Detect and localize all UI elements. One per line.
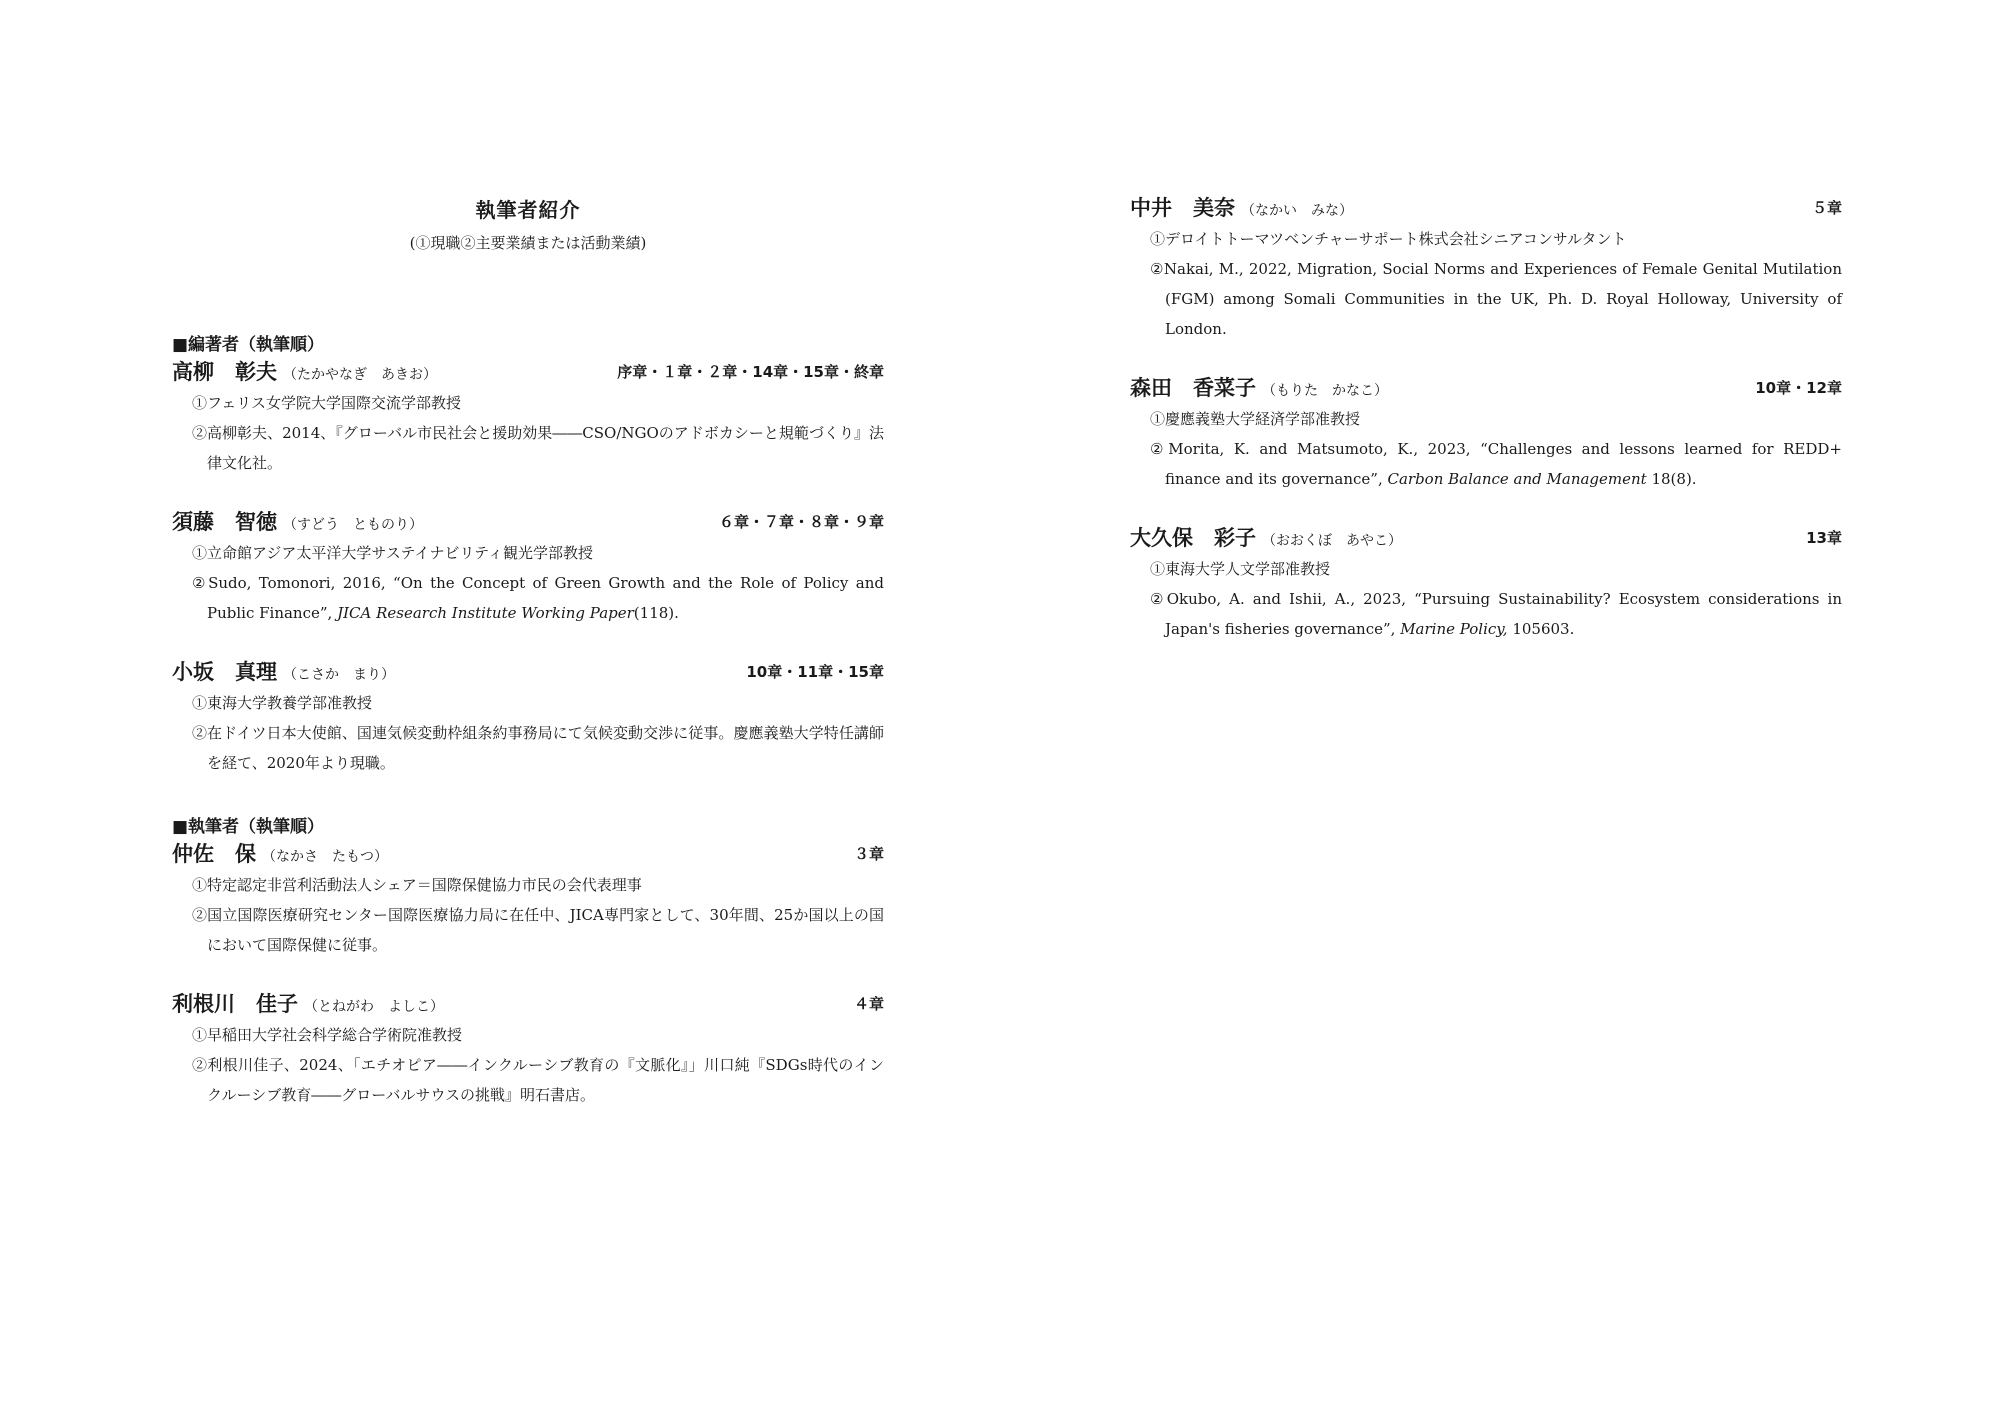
author-name: 中井 美奈	[1130, 195, 1235, 220]
author-header	[172, 508, 884, 536]
section-heading-authors: ■執筆者（執筆順）	[172, 817, 325, 837]
author-reading: （こさか まり）	[283, 667, 395, 683]
author-header	[1130, 194, 1842, 222]
author-entry-nakasa	[172, 840, 884, 960]
author-chapters: 序章・１章・２章・14章・15章・終章	[617, 363, 884, 381]
author-entry-tonegawa	[172, 990, 884, 1110]
page-title: 執筆者紹介	[475, 198, 581, 222]
author-reading: （なかさ たもつ）	[262, 849, 388, 865]
author-entry-kosaka	[172, 658, 884, 778]
author-chapters: ５章	[1811, 199, 1842, 217]
author-work	[1150, 584, 1842, 644]
author-name: 須藤 智徳	[172, 509, 277, 534]
author-position: ①慶應義塾大学経済学部准教授	[1150, 410, 1361, 428]
work-journal: Marine Policy,	[1400, 620, 1508, 638]
author-header	[172, 990, 884, 1018]
author-work: ②利根川佳子、2024、「エチオピア――インクルーシブ教育の『文脈化』」川口純『SDGs時代のインクルーシブ教育――グローバルサウスの挑戦』明石書店。	[192, 1056, 884, 1104]
author-entry-takayanagi	[172, 358, 884, 478]
author-entry-okubo	[1130, 524, 1842, 644]
author-work: ②国立国際医療研究センター国際医療協力局に在任中、JICA専門家として、30年間、25か国以上の国において国際保健に従事。	[192, 906, 884, 954]
work-text: ②Okubo, A. and Ishii, A., 2023, “Pursuing Sustainability? Ecosystem considerations in Japan's fisheries governance”,	[1150, 590, 1842, 638]
author-work: ②高柳彰夫、2014、『グローバル市民社会と援助効果――CSO/NGOのアドボカシーと規範づくり』法律文化社。	[192, 424, 884, 472]
author-chapters: ３章	[853, 845, 884, 863]
work-text: ②Morita, K. and Matsumoto, K., 2023, “Challenges and lessons learned for REDD+ finance and its governance”,	[1150, 440, 1842, 488]
work-text: ②Sudo, Tomonori, 2016, “On the Concept of Green Growth and the Role of Policy and Public Finance”,	[192, 574, 884, 622]
author-reading: （おおくぼ あやこ）	[1262, 533, 1402, 549]
author-position: ①特定認定非営利活動法人シェア＝国際保健協力市民の会代表理事	[192, 876, 642, 894]
author-chapters: ６章・７章・８章・９章	[718, 513, 884, 531]
author-work	[192, 568, 884, 628]
author-work: ②Nakai, M., 2022, Migration, Social Norms and Experiences of Female Genital Mutilation (FGM) among Somali Communities in the UK, Ph. D. Royal Holloway, University of London.	[1150, 260, 1842, 338]
author-position: ①早稲田大学社会科学総合学術院准教授	[192, 1026, 463, 1044]
author-header	[172, 358, 884, 386]
author-reading: （もりた かなこ）	[1262, 383, 1388, 399]
author-position: ①東海大学人文学部准教授	[1150, 560, 1331, 578]
author-work	[1150, 434, 1842, 494]
author-chapters: 13章	[1806, 529, 1842, 547]
author-chapters: ４章	[853, 995, 884, 1013]
work-issue: 105603.	[1507, 620, 1575, 638]
author-reading: （とねがわ よしこ）	[304, 999, 444, 1015]
author-reading: （すどう とものり）	[283, 517, 423, 533]
author-position: ①デロイトトーマツベンチャーサポート株式会社シニアコンサルタント	[1150, 230, 1627, 248]
author-name: 森田 香菜子	[1130, 375, 1256, 400]
author-name: 仲佐 保	[172, 841, 256, 866]
author-entry-nakai	[1130, 194, 1842, 344]
author-reading: （なかい みな）	[1241, 203, 1353, 219]
author-entry-morita	[1130, 374, 1842, 494]
author-name: 小坂 真理	[172, 659, 277, 684]
work-journal: Carbon Balance and Management	[1387, 470, 1647, 488]
page-subtitle: (①現職②主要業績または活動業績)	[409, 234, 647, 252]
author-name: 利根川 佳子	[172, 991, 298, 1016]
work-issue: (118).	[633, 604, 679, 622]
author-name: 高柳 彰夫	[172, 359, 277, 384]
author-work: ②在ドイツ日本大使館、国連気候変動枠組条約事務局にて気候変動交渉に従事。慶應義塾大学特任講師を経て、2020年より現職。	[192, 724, 884, 772]
author-header	[1130, 374, 1842, 402]
author-position: ①立命館アジア太平洋大学サステイナビリティ観光学部教授	[192, 544, 593, 562]
author-header	[172, 658, 884, 686]
work-issue: 18(8).	[1646, 470, 1697, 488]
author-entry-sudo	[172, 508, 884, 628]
author-position: ①東海大学教養学部准教授	[192, 694, 373, 712]
author-chapters: 10章・12章	[1755, 379, 1842, 397]
author-chapters: 10章・11章・15章	[746, 663, 884, 681]
section-heading-editors: ■編著者（執筆順）	[172, 335, 325, 355]
author-reading: （たかやなぎ あきお）	[283, 367, 437, 383]
work-journal: JICA Research Institute Working Paper	[337, 604, 634, 622]
author-name: 大久保 彩子	[1130, 525, 1256, 550]
author-header	[172, 840, 884, 868]
author-position: ①フェリス女学院大学国際交流学部教授	[192, 394, 461, 412]
author-header	[1130, 524, 1842, 552]
